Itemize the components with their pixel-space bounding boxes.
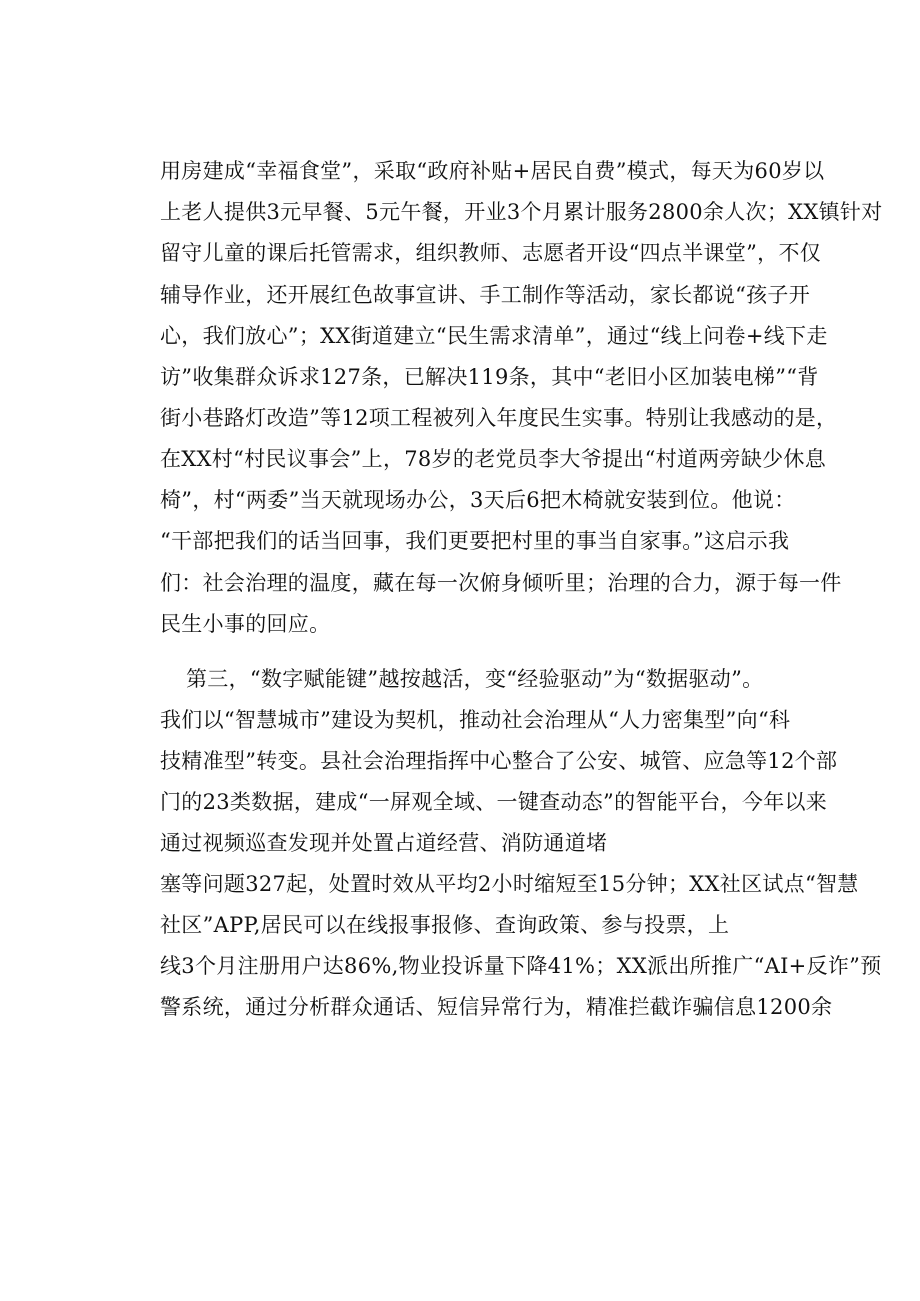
text-line: 辅导作业，还开展红色故事宣讲、手工制作等活动，家长都说“孩子开: [160, 283, 811, 307]
text-line: 们：社会治理的温度，藏在每一次俯身倾听里；治理的合力，源于每一件: [160, 571, 842, 595]
text-line: 访”收集群众诉求127条，已解决119条，其中“老旧小区加装电梯”“背: [160, 365, 819, 389]
text-line: 社区”APP,居民可以在线报事报修、查询政策、参与投票，上: [160, 913, 730, 937]
text-line: 线3个月注册用户达86%,物业投诉量下降41%；XX派出所推广“AI+反诈”预: [160, 954, 882, 978]
text-line: 留守儿童的课后托管需求，组织教师、志愿者开设“四点半课堂”，不仅: [160, 241, 822, 265]
text-line: 心，我们放心”；XX街道建立“民生需求清单”，通过“线上问卷+线下走: [160, 324, 828, 348]
text-line: 椅”，村“两委”当天就现场办公，3天后6把木椅就安装到位。他说：: [160, 488, 796, 512]
text-line: 民生小事的回应。: [160, 612, 331, 636]
text-line: 通过视频巡查发现并处置占道经营、消防通道堵: [160, 831, 608, 855]
text-line: 街小巷路灯改造”等12项工程被列入年度民生实事。特别让我感动的是，: [160, 406, 838, 430]
text-line: 我们以“智慧城市”建设为契机，推动社会治理从“人力密集型”向“科: [160, 708, 791, 732]
text-line: 上老人提供3元早餐、5元午餐，开业3个月累计服务2800余人次；XX镇针对: [160, 200, 883, 224]
text-line: 塞等问题327起，处置时效从平均2小时缩短至15分钟；XX社区试点“智慧: [160, 872, 859, 896]
text-line: 警系统，通过分析群众通话、短信异常行为，精准拦截诈骗信息1200余: [160, 995, 833, 1019]
paragraph-heading-line: 第三，“数字赋能键”越按越活，变“经验驱动”为“数据驱动”。: [186, 667, 764, 691]
text-line: 技精准型”转变。县社会治理指挥中心整合了公安、城管、应急等12个部: [160, 749, 838, 773]
text-line: “干部把我们的话当回事，我们更要把村里的事当自家事。”这启示我: [160, 529, 790, 553]
text-line: 门的23类数据，建成“一屏观全域、一键查动态”的智能平台，今年以来: [160, 790, 828, 814]
text-line: 用房建成“幸福食堂”，采取“政府补贴+居民自费”模式，每天为60岁以: [160, 159, 825, 183]
text-line: 在XX村“村民议事会”上，78岁的老党员李大爷提出“村道两旁缺少休息: [160, 447, 827, 471]
